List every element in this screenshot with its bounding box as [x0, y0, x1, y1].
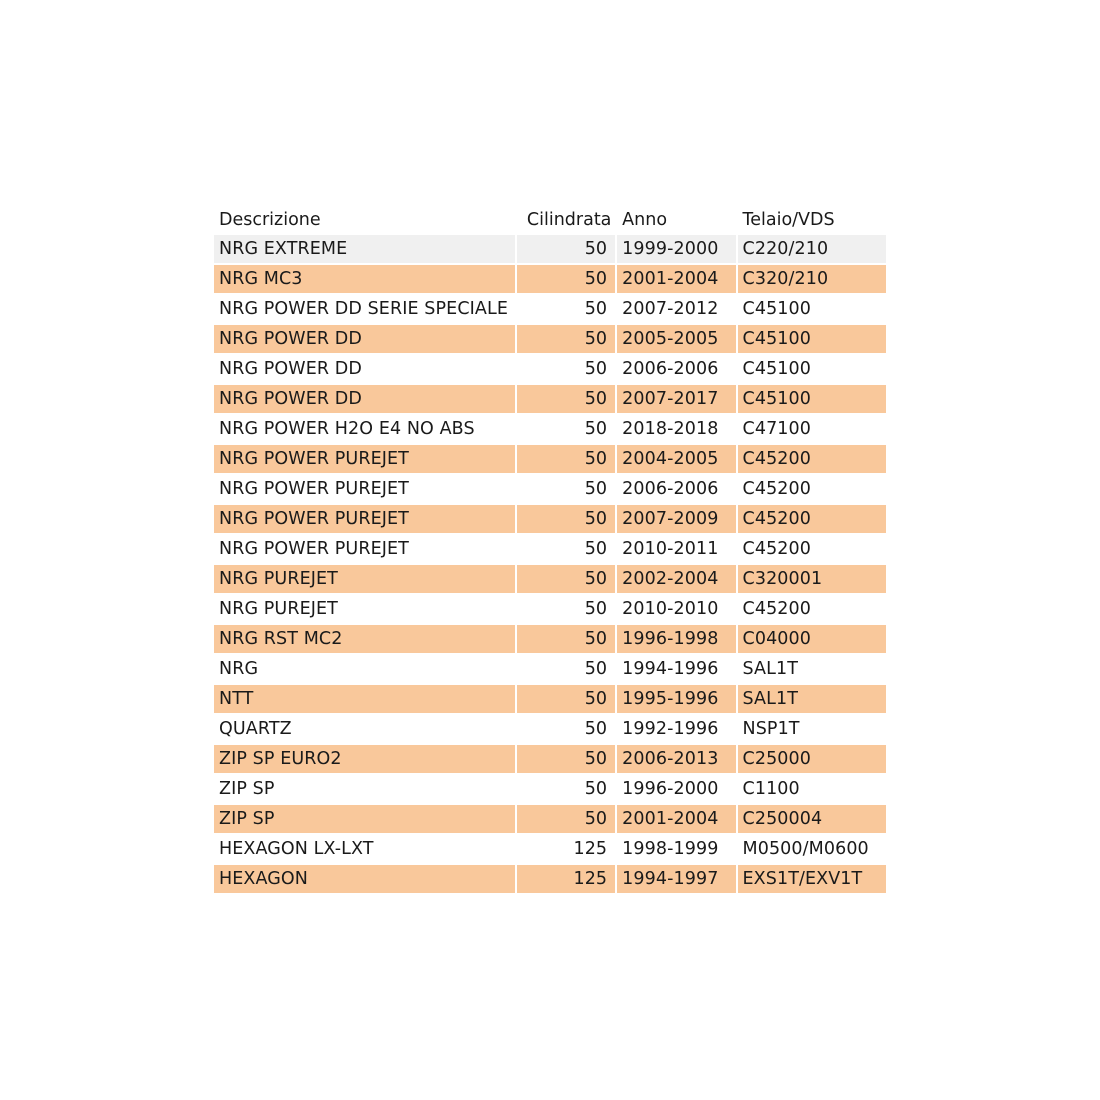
cell-telaio: C04000 — [738, 625, 886, 655]
cell-cilindrata: 50 — [517, 685, 615, 715]
cell-cilindrata: 50 — [517, 235, 615, 265]
table-row — [214, 385, 886, 415]
cell-cilindrata: 50 — [517, 415, 615, 445]
cell-descrizione: NRG PUREJET — [214, 595, 515, 625]
cell-anno: 2010-2010 — [617, 595, 735, 625]
cell-descrizione: NRG RST MC2 — [214, 625, 515, 655]
cell-descrizione: NRG POWER DD SERIE SPECIALE — [214, 295, 515, 325]
cell-cilindrata: 50 — [517, 385, 615, 415]
cell-descrizione: NRG POWER H2O E4 NO ABS — [214, 415, 515, 445]
column-header-descrizione: Descrizione — [219, 210, 321, 230]
cell-descrizione: QUARTZ — [214, 715, 515, 745]
cell-descrizione: NRG POWER PUREJET — [214, 505, 515, 535]
cell-anno: 2007-2017 — [617, 385, 735, 415]
cell-telaio: C45100 — [738, 355, 886, 385]
cell-cilindrata: 50 — [517, 445, 615, 475]
cell-anno: 2010-2011 — [617, 535, 735, 565]
cell-cilindrata: 50 — [517, 535, 615, 565]
table-row — [214, 835, 886, 865]
table-row — [214, 505, 886, 535]
cell-anno: 1996-2000 — [617, 775, 735, 805]
table-body — [214, 235, 886, 895]
cell-telaio: C320/210 — [738, 265, 886, 295]
cell-descrizione: NRG POWER DD — [214, 325, 515, 355]
cell-cilindrata: 50 — [517, 355, 615, 385]
cell-descrizione: NRG POWER DD — [214, 385, 515, 415]
cell-descrizione: NRG — [214, 655, 515, 685]
compatibility-table-container — [214, 205, 886, 895]
cell-cilindrata: 50 — [517, 475, 615, 505]
cell-anno: 1994-1996 — [617, 655, 735, 685]
compatibility-table — [212, 205, 888, 895]
cell-telaio: C1100 — [738, 775, 886, 805]
cell-anno: 2001-2004 — [617, 805, 735, 835]
cell-anno: 2005-2005 — [617, 325, 735, 355]
table-row — [214, 235, 886, 265]
cell-descrizione: NTT — [214, 685, 515, 715]
table-row — [214, 475, 886, 505]
cell-cilindrata: 125 — [517, 835, 615, 865]
table-row — [214, 325, 886, 355]
cell-cilindrata: 50 — [517, 595, 615, 625]
cell-descrizione: ZIP SP — [214, 775, 515, 805]
cell-descrizione: NRG POWER DD — [214, 355, 515, 385]
cell-telaio: C45200 — [738, 535, 886, 565]
cell-telaio: C45200 — [738, 505, 886, 535]
cell-telaio: C250004 — [738, 805, 886, 835]
cell-telaio: C45100 — [738, 385, 886, 415]
cell-telaio: C45200 — [738, 475, 886, 505]
cell-descrizione: NRG MC3 — [214, 265, 515, 295]
cell-descrizione: NRG POWER PUREJET — [214, 445, 515, 475]
cell-descrizione: HEXAGON LX-LXT — [214, 835, 515, 865]
cell-telaio: SAL1T — [738, 655, 886, 685]
cell-anno: 2006-2013 — [617, 745, 735, 775]
cell-cilindrata: 50 — [517, 565, 615, 595]
cell-anno: 2007-2012 — [617, 295, 735, 325]
cell-cilindrata: 50 — [517, 295, 615, 325]
cell-cilindrata: 50 — [517, 505, 615, 535]
table-row — [214, 625, 886, 655]
table-row — [214, 715, 886, 745]
cell-telaio: EXS1T/EXV1T — [738, 865, 886, 895]
table-row — [214, 295, 886, 325]
table-row — [214, 595, 886, 625]
table-row — [214, 565, 886, 595]
cell-telaio: C47100 — [738, 415, 886, 445]
cell-cilindrata: 125 — [517, 865, 615, 895]
cell-telaio: C45100 — [738, 295, 886, 325]
cell-descrizione: NRG POWER PUREJET — [214, 535, 515, 565]
cell-telaio: M0500/M0600 — [738, 835, 886, 865]
cell-anno: 2004-2005 — [617, 445, 735, 475]
cell-telaio: SAL1T — [738, 685, 886, 715]
table-row — [214, 775, 886, 805]
cell-anno: 2006-2006 — [617, 475, 735, 505]
cell-telaio: C25000 — [738, 745, 886, 775]
cell-telaio: C45200 — [738, 595, 886, 625]
table-row — [214, 805, 886, 835]
cell-descrizione: ZIP SP — [214, 805, 515, 835]
table-row — [214, 355, 886, 385]
column-header-cilindrata: Cilindrata — [526, 210, 612, 230]
table-row — [214, 865, 886, 895]
table-row — [214, 745, 886, 775]
cell-cilindrata: 50 — [517, 715, 615, 745]
cell-cilindrata: 50 — [517, 805, 615, 835]
table-row — [214, 685, 886, 715]
column-header-telaio: Telaio/VDS — [742, 210, 835, 230]
cell-anno: 2007-2009 — [617, 505, 735, 535]
cell-anno: 1999-2000 — [617, 235, 735, 265]
cell-cilindrata: 50 — [517, 325, 615, 355]
cell-anno: 1996-1998 — [617, 625, 735, 655]
cell-anno: 2018-2018 — [617, 415, 735, 445]
table-row — [214, 655, 886, 685]
table-row — [214, 445, 886, 475]
cell-descrizione: NRG POWER PUREJET — [214, 475, 515, 505]
cell-anno: 1992-1996 — [617, 715, 735, 745]
cell-descrizione: NRG EXTREME — [214, 235, 515, 265]
table-row — [214, 265, 886, 295]
cell-anno: 2001-2004 — [617, 265, 735, 295]
cell-telaio: C45100 — [738, 325, 886, 355]
table-row — [214, 535, 886, 565]
cell-descrizione: HEXAGON — [214, 865, 515, 895]
cell-cilindrata: 50 — [517, 775, 615, 805]
cell-cilindrata: 50 — [517, 655, 615, 685]
cell-anno: 1998-1999 — [617, 835, 735, 865]
table-header-row — [214, 205, 886, 235]
cell-anno: 1995-1996 — [617, 685, 735, 715]
cell-telaio: C45200 — [738, 445, 886, 475]
cell-cilindrata: 50 — [517, 745, 615, 775]
cell-anno: 2006-2006 — [617, 355, 735, 385]
cell-telaio: C220/210 — [738, 235, 886, 265]
table-row — [214, 415, 886, 445]
cell-telaio: NSP1T — [738, 715, 886, 745]
cell-cilindrata: 50 — [517, 625, 615, 655]
cell-descrizione: ZIP SP EURO2 — [214, 745, 515, 775]
cell-anno: 2002-2004 — [617, 565, 735, 595]
cell-descrizione: NRG PUREJET — [214, 565, 515, 595]
cell-cilindrata: 50 — [517, 265, 615, 295]
column-header-anno: Anno — [622, 210, 668, 230]
cell-telaio: C320001 — [738, 565, 886, 595]
cell-anno: 1994-1997 — [617, 865, 735, 895]
